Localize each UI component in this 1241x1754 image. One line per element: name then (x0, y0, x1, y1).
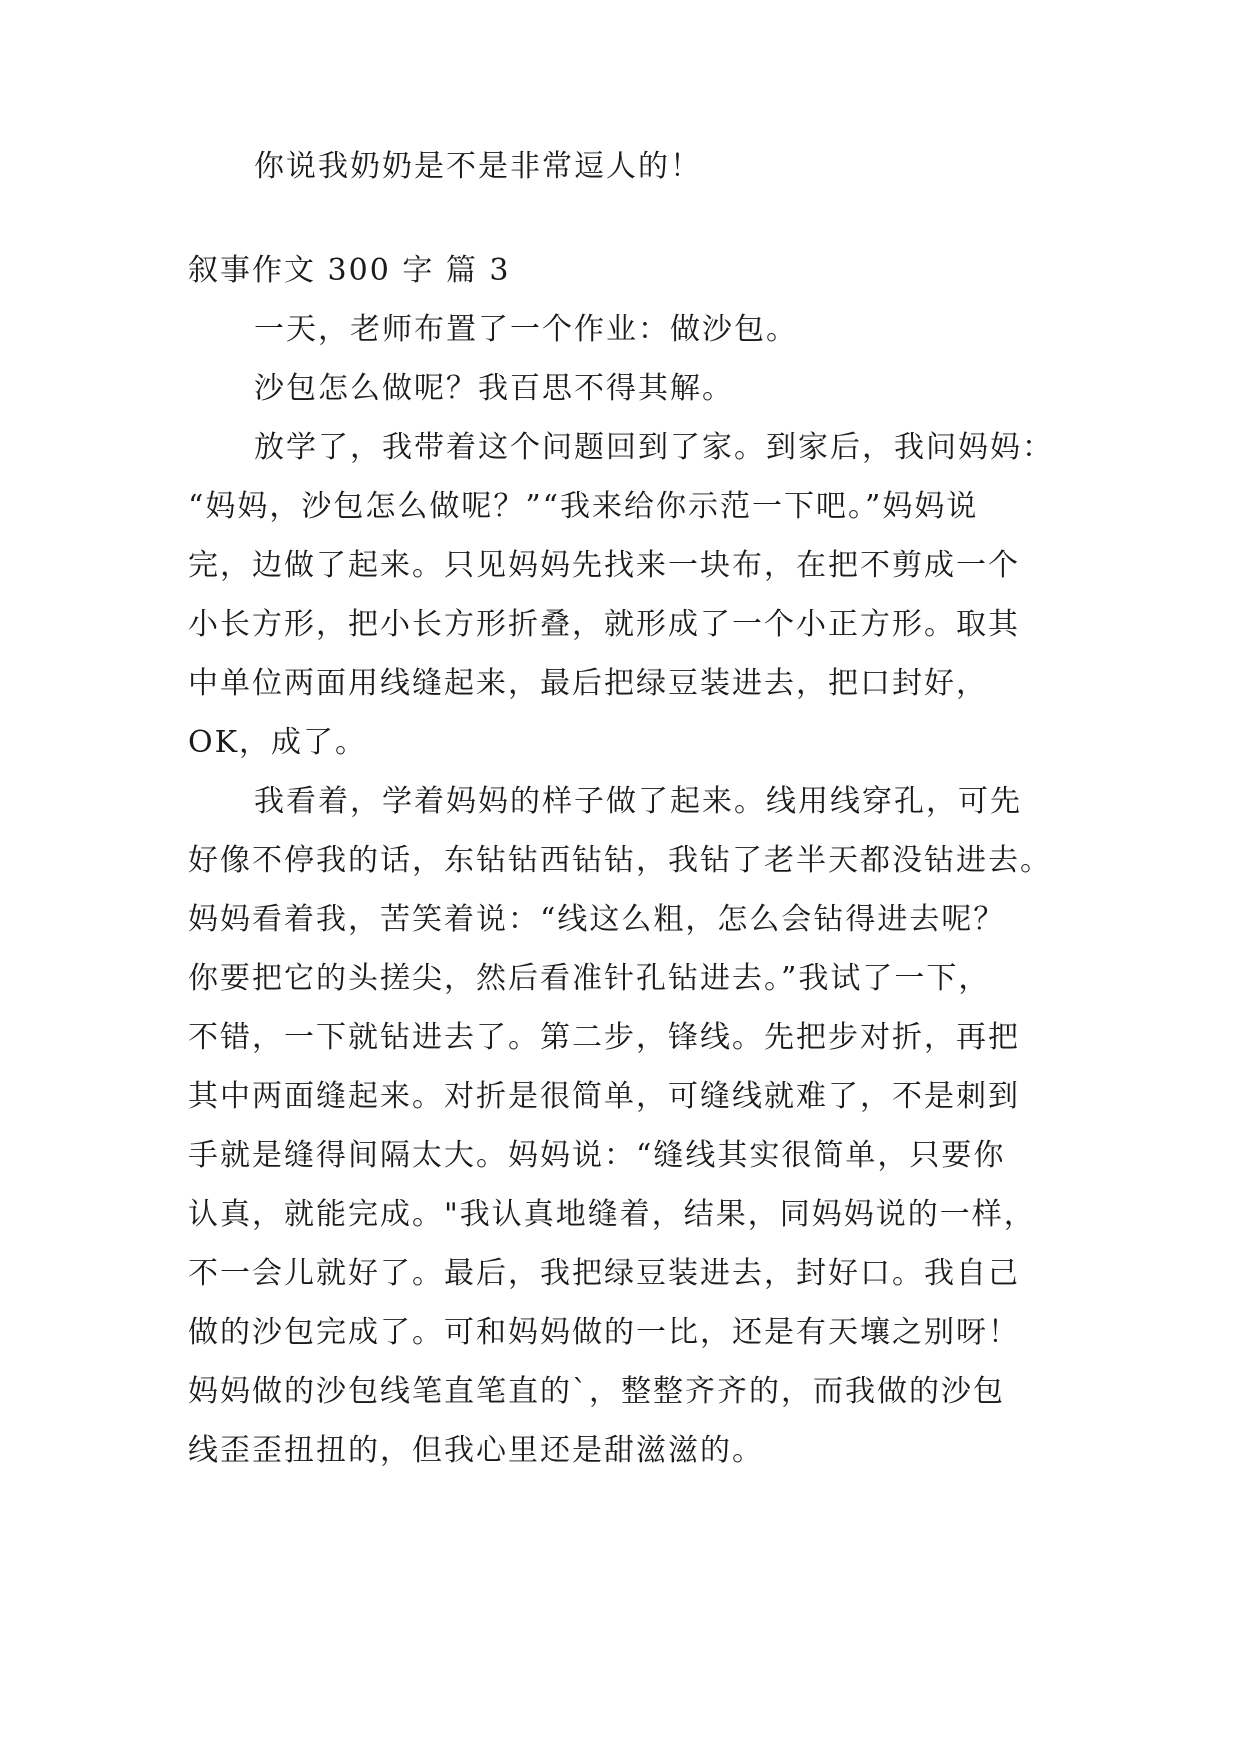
closing-line (188, 137, 1058, 196)
paragraph-line: 你要把它的头搓尖，然后看准针孔钻进去。”我试了一下， (188, 961, 991, 996)
paragraph-line: 中单位两面用线缝起来，最后把绿豆装进去，把口封好， (188, 666, 988, 701)
paragraph-line: OK，成了。 (188, 725, 368, 760)
paragraph-line: 放学了，我带着这个问题回到了家。到家后，我问妈妈： (254, 430, 1054, 465)
paragraph-4 (188, 772, 1058, 1480)
paragraph-line: 其中两面缝起来。对折是很简单，可缝线就难了，不是刺到 (188, 1079, 1020, 1114)
paragraph-line: 我看着，学着妈妈的样子做了起来。线用线穿孔，可先 (254, 784, 1022, 819)
paragraph-3 (188, 418, 1058, 772)
paragraph-line: 完，边做了起来。只见妈妈先找来一块布，在把不剪成一个 (188, 548, 1020, 583)
paragraph-line: 认真，就能完成。"我认真地缝着，结果，同妈妈说的一样， (188, 1197, 1036, 1232)
section-title (188, 241, 1058, 300)
paragraph-line: 妈妈做的沙包线笔直笔直的`，整整齐齐的，而我做的沙包 (188, 1374, 1005, 1409)
paragraph-line: 沙包怎么做呢？我百思不得其解。 (254, 371, 734, 406)
section-title-text: 叙事作文 300 字 篇 3 (188, 253, 511, 288)
paragraph-1 (188, 300, 1058, 359)
paragraph-line: 线歪歪扭扭的，但我心里还是甜滋滋的。 (188, 1433, 764, 1468)
paragraph-line: 妈妈看着我，苦笑着说：“线这么粗，怎么会钻得进去呢？ (188, 902, 1006, 937)
paragraph-2 (188, 359, 1058, 418)
paragraph-line: 不一会儿就好了。最后，我把绿豆装进去，封好口。我自己 (188, 1256, 1020, 1291)
paragraph-line: “妈妈，沙包怎么做呢？”“我来给你示范一下吧。”妈妈说 (188, 489, 979, 524)
closing-line-text: 你说我奶奶是不是非常逗人的！ (254, 149, 702, 184)
paragraph-line: 小长方形，把小长方形折叠，就形成了一个小正方形。取其 (188, 607, 1020, 642)
paragraph-line: 做的沙包完成了。可和妈妈做的一比，还是有天壤之别呀！ (188, 1315, 1020, 1350)
paragraph-line: 好像不停我的话，东钻钻西钻钻，我钻了老半天都没钻进去。 (188, 843, 1052, 878)
paragraph-line: 不错，一下就钻进去了。第二步，锋线。先把步对折，再把 (188, 1020, 1020, 1055)
paragraph-line: 一天，老师布置了一个作业：做沙包。 (254, 312, 798, 347)
paragraph-line: 手就是缝得间隔太大。妈妈说：“缝线其实很简单，只要你 (188, 1138, 1006, 1173)
